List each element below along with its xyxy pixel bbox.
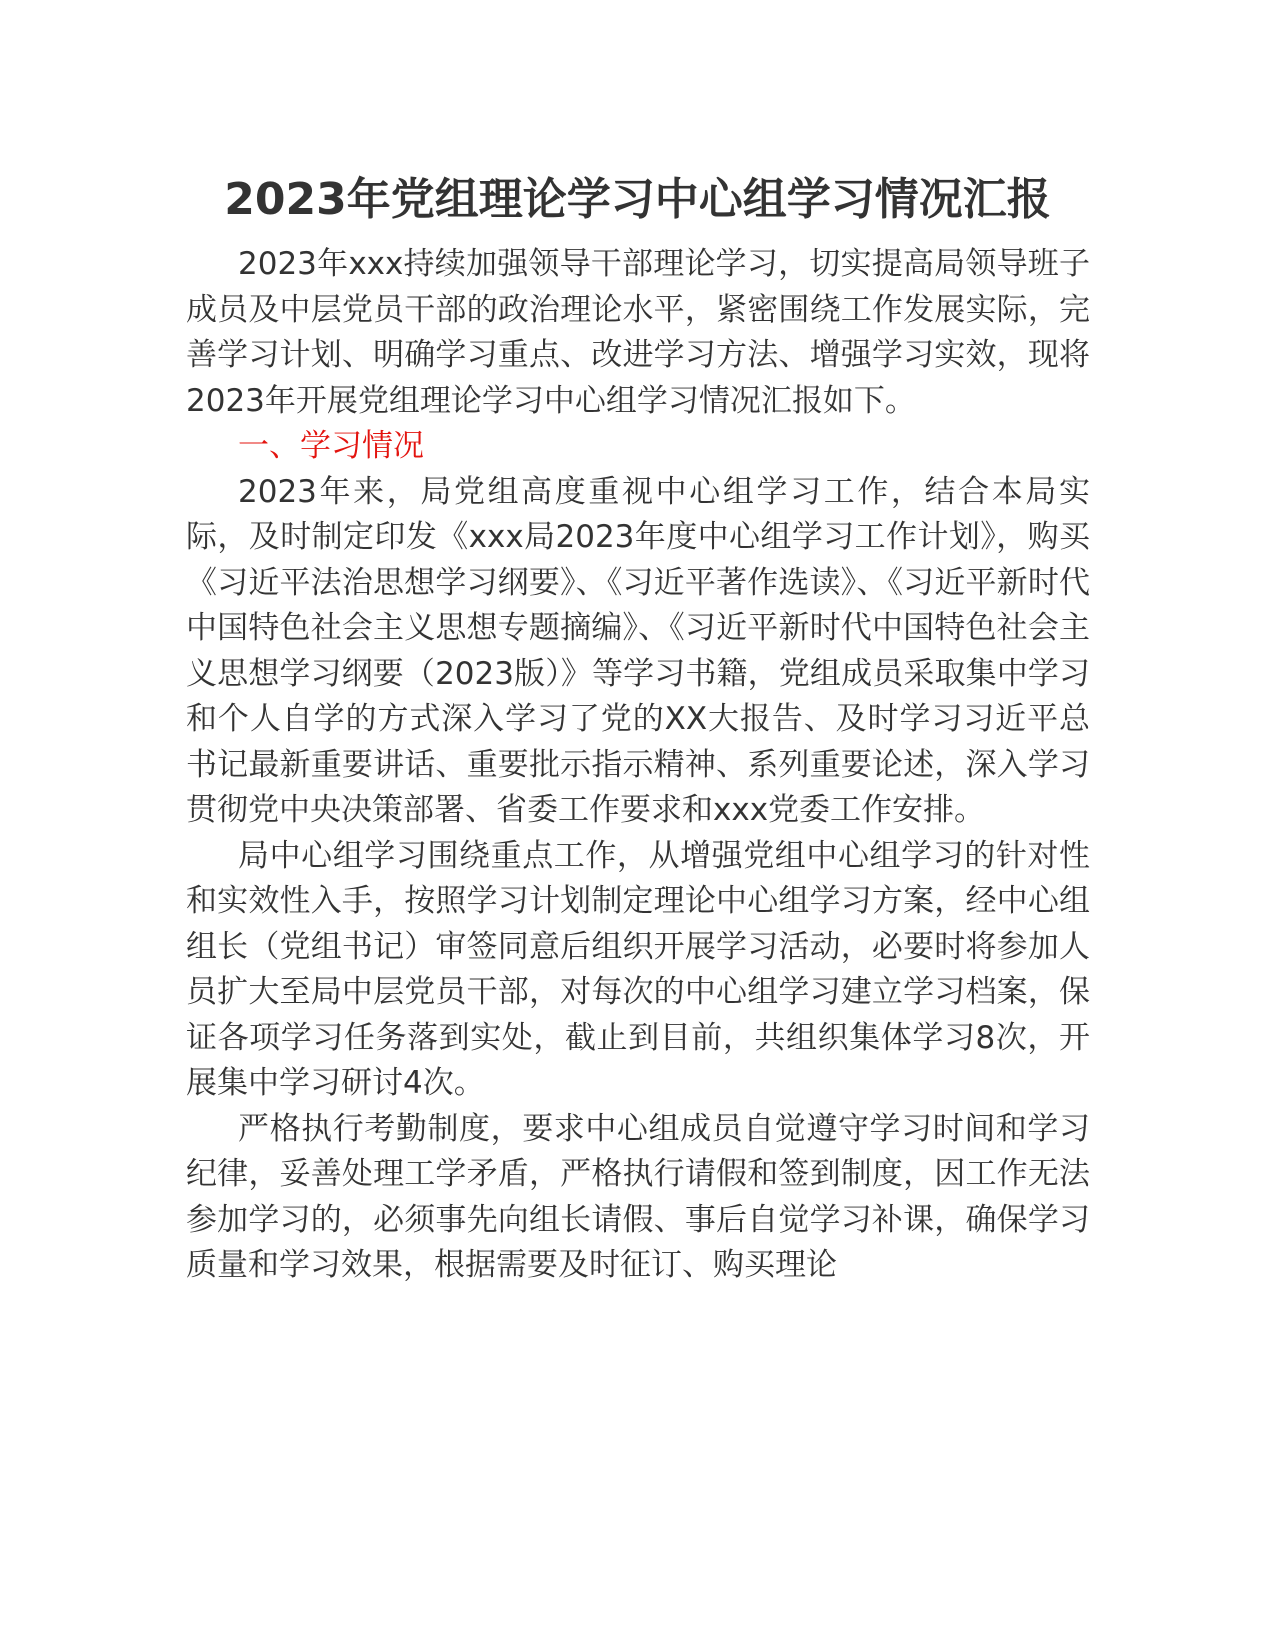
intro-paragraph: 2023年xxx持续加强领导干部理论学习，切实提高局领导班子成员及中层党员干部的政治理论水平，紧密围绕工作发展实际，完善学习计划、明确学习重点、改进学习方法、增强学习实效，现将2023年开展党组理论学习中心组学习情况汇报如下。 <box>186 246 1090 419</box>
document-title: 2023年党组理论学习中心组学习情况汇报 <box>224 174 1051 225</box>
body-paragraph: 2023年来，局党组高度重视中心组学习工作，结合本局实际，及时制定印发《xxx局2023年度中心组学习工作计划》，购买《习近平法治思想学习纲要》、《习近平著作选读》、《习近平新时代中国特色社会主义思想专题摘编》、《习近平新时代中国特色社会主义思想学习纲要（2023版）》等学习书籍，党组成员采取集中学习和个人自学的方式深入学习了党的XX大报告、及时学习习近平总书记最新重要讲话、重要批示指示精神、系列重要论述，深入学习贯彻党中央决策部署、省委工作要求和xxx党委工作安排。 <box>186 473 1090 828</box>
section-heading-study-situation: 一、学习情况 <box>238 428 424 464</box>
document-body <box>186 242 1090 1289</box>
body-paragraph: 严格执行考勤制度，要求中心组成员自觉遵守学习时间和学习纪律，妥善处理工学矛盾，严格执行请假和签到制度，因工作无法参加学习的，必须事先向组长请假、事后自觉学习补课，确保学习质量和学习效果，根据需要及时征订、购买理论 <box>186 1110 1090 1283</box>
body-paragraph: 局中心组学习围绕重点工作，从增强党组中心组学习的针对性和实效性入手，按照学习计划制定理论中心组学习方案，经中心组组长（党组书记）审签同意后组织开展学习活动，必要时将参加人员扩大至局中层党员干部，对每次的中心组学习建立学习档案，保证各项学习任务落到实处，截止到目前，共组织集体学习8次，开展集中学习研讨4次。 <box>186 837 1090 1101</box>
